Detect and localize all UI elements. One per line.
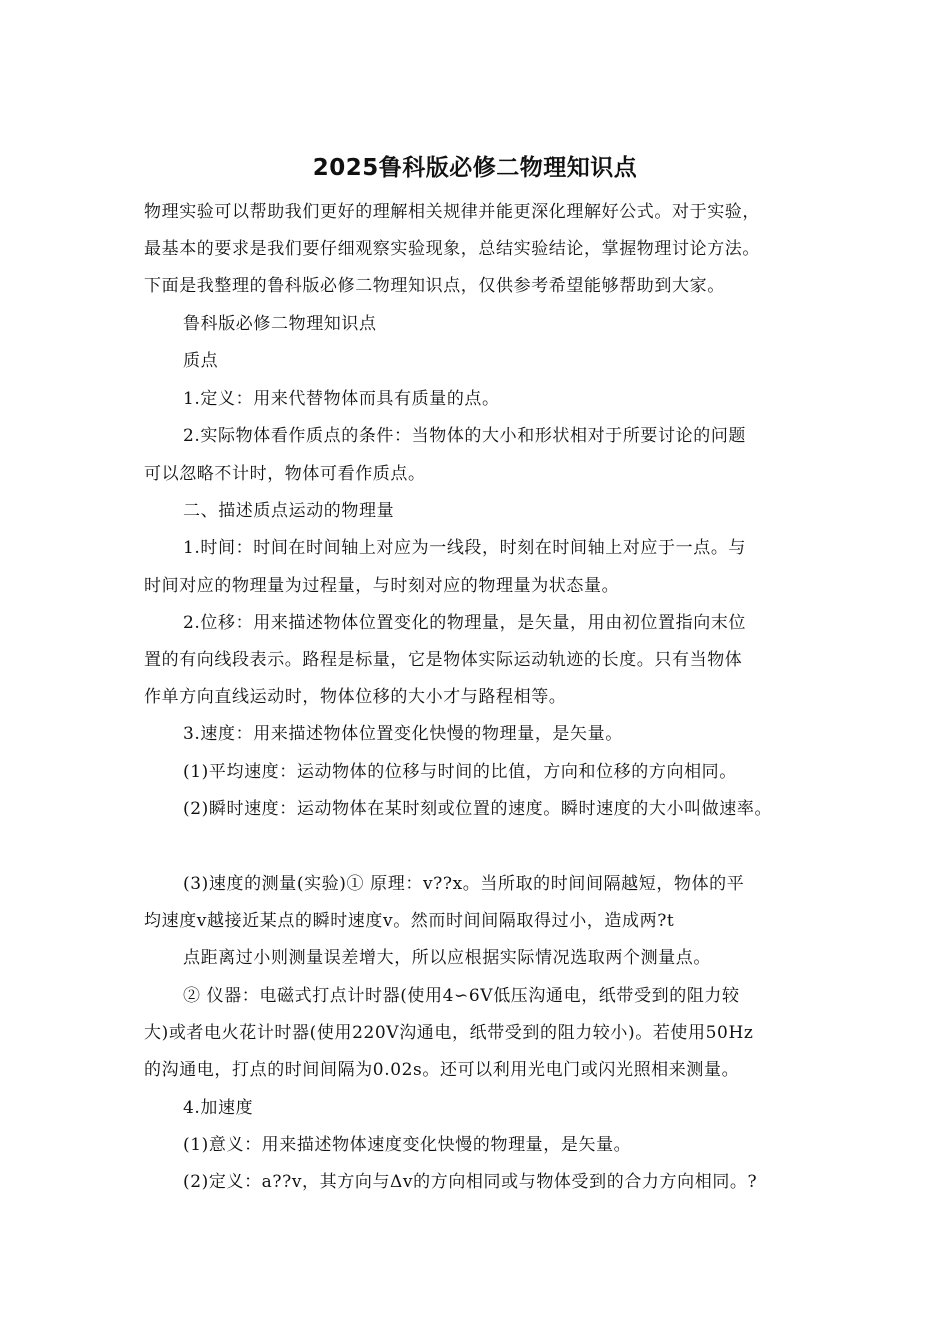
paragraph-line: 时间对应的物理量为过程量，与时刻对应的物理量为状态量。 xyxy=(144,576,620,596)
paragraph-line: (1)意义：用来描述物体速度变化快慢的物理量，是矢量。 xyxy=(183,1135,632,1155)
paragraph-line: 物理实验可以帮助我们更好的理解相关规律并能更深化理解好公式。对于实验， xyxy=(144,202,760,222)
paragraph-line: ② 仪器：电磁式打点计时器(使用4∽6V低压沟通电，纸带受到的阻力较 xyxy=(183,986,740,1006)
paragraph-line: 置的有向线段表示。路程是标量，它是物体实际运动轨迹的长度。只有当物体 xyxy=(144,650,743,670)
paragraph-line: 的沟通电，打点的时间间隔为0.02s。还可以利用光电门或闪光照相来测量。 xyxy=(144,1060,740,1080)
paragraph-line: 2.实际物体看作质点的条件：当物体的大小和形状相对于所要讨论的问题 xyxy=(183,426,747,446)
section-heading: 鲁科版必修二物理知识点 xyxy=(183,314,377,334)
paragraph-line: (3)速度的测量(实验)① 原理：v??x。当所取的时间间隔越短，物体的平 xyxy=(183,874,745,894)
section-heading: 4.加速度 xyxy=(183,1098,254,1118)
paragraph-line: 3.速度：用来描述物体位置变化快慢的物理量，是矢量。 xyxy=(183,724,623,744)
paragraph-line: 作单方向直线运动时，物体位移的大小才与路程相等。 xyxy=(144,687,567,707)
paragraph-line: (2)瞬时速度：运动物体在某时刻或位置的速度。瞬时速度的大小叫做速率。 xyxy=(183,799,773,819)
paragraph-line: 1.定义：用来代替物体而具有质量的点。 xyxy=(183,389,500,409)
document-title: 2025鲁科版必修二物理知识点 xyxy=(312,155,638,181)
paragraph-line: 点距离过小则测量误差增大，所以应根据实际情况选取两个测量点。 xyxy=(183,948,711,968)
paragraph-line: 1.时间：时间在时间轴上对应为一线段，时刻在时间轴上对应于一点。与 xyxy=(183,538,747,558)
paragraph-line: 2.位移：用来描述物体位置变化的物理量，是矢量，用由初位置指向末位 xyxy=(183,613,747,633)
section-heading: 二、描述质点运动的物理量 xyxy=(183,501,395,521)
paragraph-line: (2)定义：a??v，其方向与Δv的方向相同或与物体受到的合力方向相同。? xyxy=(183,1172,758,1192)
paragraph-line: 可以忽略不计时，物体可看作质点。 xyxy=(144,464,426,484)
paragraph-line: 均速度v越接近某点的瞬时速度v。然而时间间隔取得过小，造成两?t xyxy=(144,911,675,931)
section-heading: 质点 xyxy=(183,351,219,371)
paragraph-line: 下面是我整理的鲁科版必修二物理知识点，仅供参考希望能够帮助到大家。 xyxy=(144,276,725,296)
paragraph-line: 最基本的要求是我们要仔细观察实验现象，总结实验结论，掌握物理讨论方法。 xyxy=(144,239,760,259)
paragraph-line: 大)或者电火花计时器(使用220V沟通电，纸带受到的阻力较小)。若使用50Hz xyxy=(144,1023,754,1043)
paragraph-line: (1)平均速度：运动物体的位移与时间的比值，方向和位移的方向相同。 xyxy=(183,762,737,782)
